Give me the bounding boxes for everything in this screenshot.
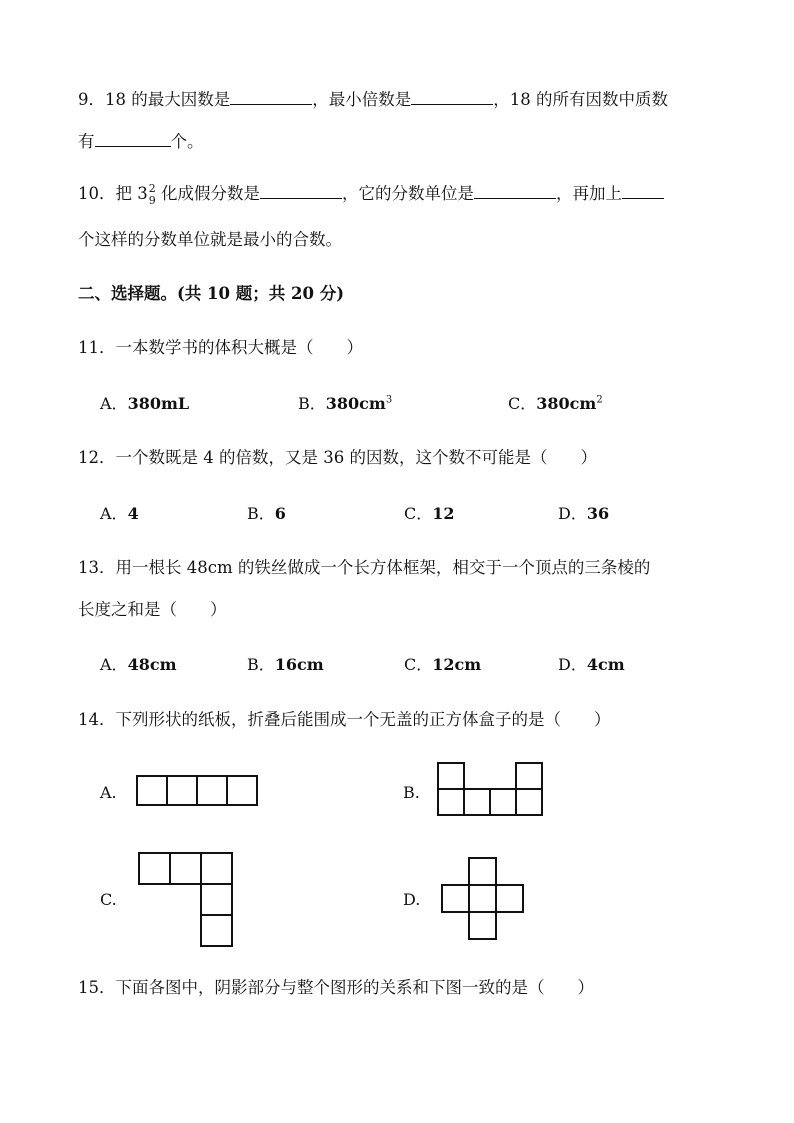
- q14-label-b: B.: [403, 783, 420, 802]
- q13-stem-line1: 13．用一根长 48cm 的铁丝做成一个长方体框架，相交于一个顶点的三条棱的: [78, 558, 651, 577]
- answer-blank[interactable]: [622, 181, 664, 199]
- q11-option-b[interactable]: B．$380cm^3$: [298, 394, 393, 413]
- q12-stem: 12．一个数既是 4 的倍数，又是 36 的因数，这个数不可能是（ ）: [78, 448, 597, 467]
- answer-blank[interactable]: [230, 87, 312, 105]
- answer-blank[interactable]: [95, 129, 171, 147]
- q9-line1: 9．18 的最大因数是 ，最小倍数是 ，18 的所有因数中质数: [78, 86, 668, 110]
- q13-stem-line2: 长度之和是（ ）: [78, 600, 227, 619]
- q12-option-a[interactable]: A．4: [100, 504, 139, 523]
- q11-option-c[interactable]: C．$380cm^2$: [508, 394, 603, 413]
- q14-net-d[interactable]: [441, 857, 525, 943]
- q11-option-a[interactable]: A．380mL: [100, 394, 190, 413]
- q9-line2: 有 个。: [78, 128, 204, 152]
- q13-option-c[interactable]: C．12cm: [404, 655, 482, 674]
- q13-option-b[interactable]: B．16cm: [247, 655, 324, 674]
- q10-line2: 个这样的分数单位就是最小的合数。: [78, 230, 342, 249]
- q14-label-d: D.: [403, 890, 421, 909]
- q15-stem: 15．下面各图中，阴影部分与整个图形的关系和下图一致的是（ ）: [78, 978, 594, 997]
- q14-net-a[interactable]: [136, 775, 260, 807]
- q10-line1: 10．把 3 2 9 化成假分数是 ，它的分数单位是 ，再加上: [78, 180, 664, 207]
- mixed-number-fraction: 2 9: [148, 181, 156, 207]
- q14-net-c[interactable]: [138, 852, 234, 948]
- q14-net-b[interactable]: [437, 762, 545, 818]
- section-heading: 二、选择题。(共 10 题；共 20 分): [78, 284, 345, 303]
- mixed-number-whole: 3: [137, 184, 148, 203]
- q14-label-c: C.: [100, 890, 117, 909]
- q12-option-c[interactable]: C．12: [404, 504, 455, 523]
- answer-blank[interactable]: [474, 181, 556, 199]
- q14-stem: 14．下列形状的纸板，折叠后能围成一个无盖的正方体盒子的是（ ）: [78, 710, 611, 729]
- answer-blank[interactable]: [260, 181, 342, 199]
- q12-option-d[interactable]: D．36: [558, 504, 610, 523]
- q11-stem: 11．一本数学书的体积大概是（ ）: [78, 338, 363, 357]
- q14-label-a: A.: [100, 783, 117, 802]
- answer-blank[interactable]: [411, 87, 493, 105]
- q12-option-b[interactable]: B．6: [247, 504, 286, 523]
- q13-option-d[interactable]: D．4cm: [558, 655, 625, 674]
- q13-option-a[interactable]: A．48cm: [100, 655, 177, 674]
